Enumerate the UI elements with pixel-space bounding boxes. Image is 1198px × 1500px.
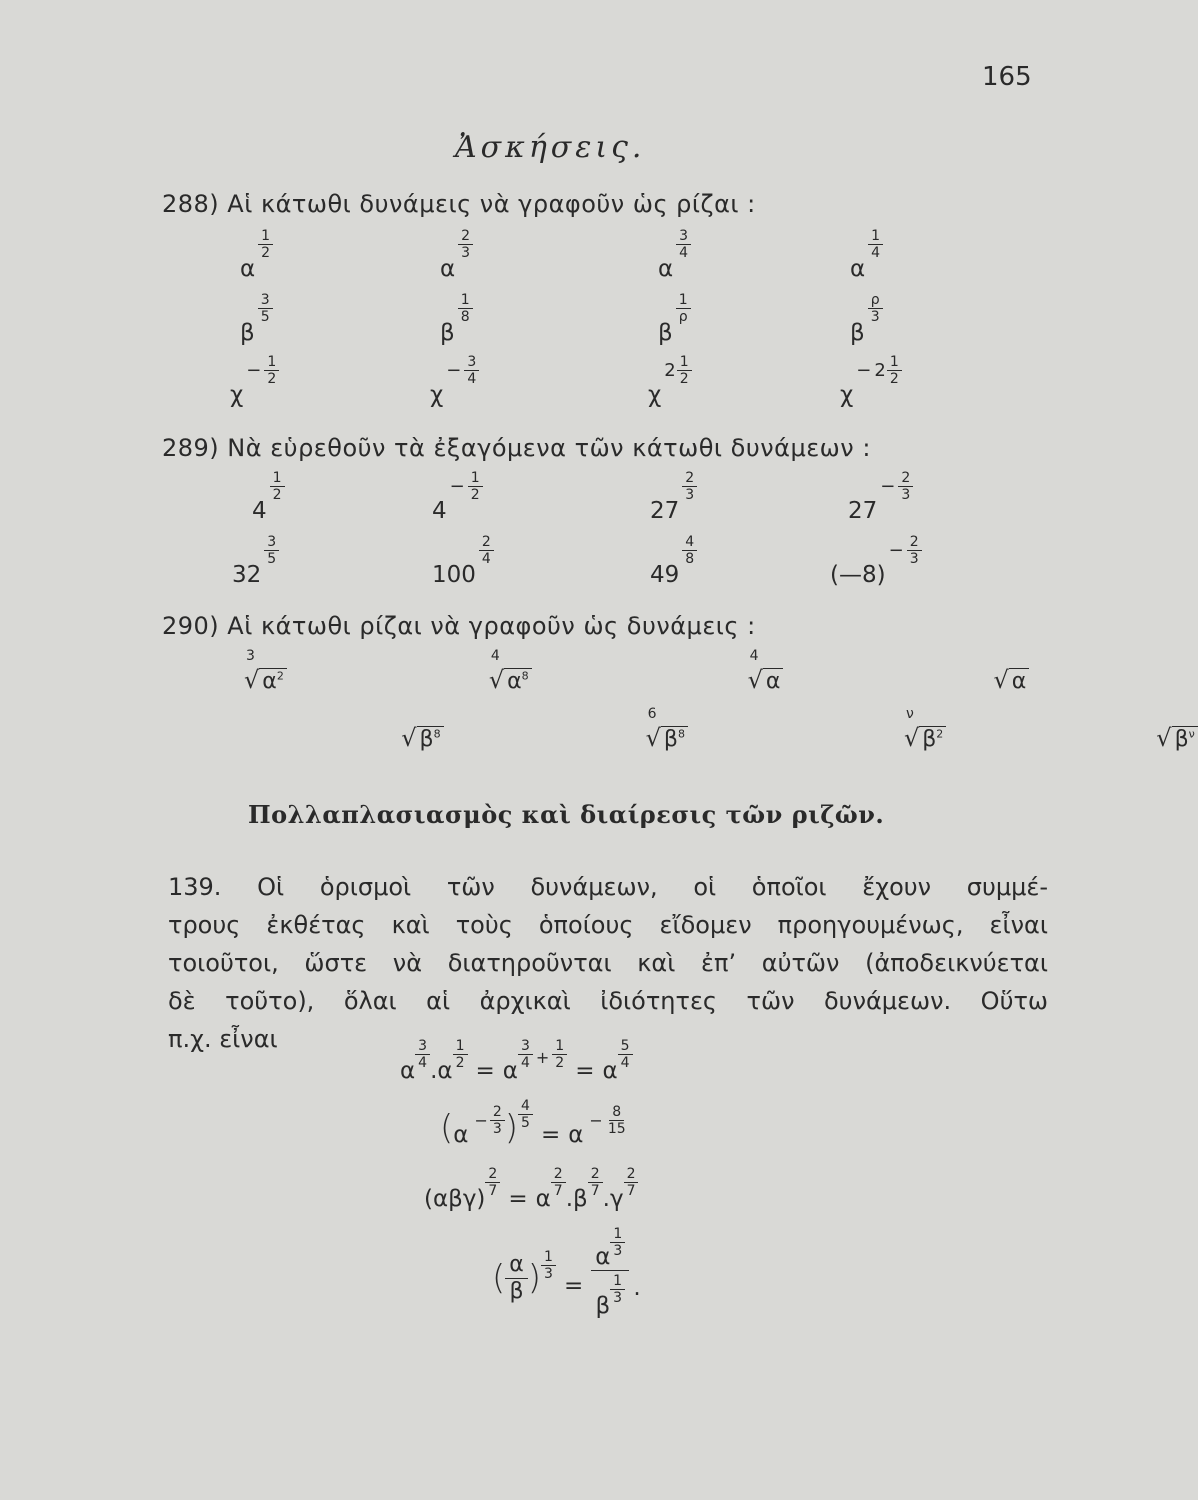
power-exponent [856,354,901,387]
frac-num: 1 [264,354,279,371]
power-base: χ [840,382,854,408]
root-expression [904,706,946,752]
root-expression [1156,706,1198,752]
eq1-equals: = [475,1058,495,1084]
power-exponent [868,292,883,325]
power-expression [430,354,479,408]
equation-1 [400,1030,633,1084]
frac-den: 3 [613,1243,623,1259]
eq1-alpha: α [400,1058,416,1084]
power-base: 100 [432,562,476,588]
frac-num: 1 [887,354,902,371]
frac-den: 7 [626,1182,636,1199]
eq4-result-den [591,1271,629,1319]
frac-den: 3 [870,309,880,325]
power-base: 27 [848,498,878,524]
eq4-exp [541,1249,556,1282]
radicand [259,668,287,694]
power-expression [658,292,691,346]
power-expression [230,354,279,408]
power-base: 49 [650,562,680,588]
eq1-alpha-3: α [502,1058,518,1084]
radicand-base: β [419,727,434,752]
section-title: Πολλαπλασιασμὸς καὶ διαίρεσις τῶν ριζῶν. [248,800,885,829]
power-base: χ [230,382,244,408]
eq3-equals: = [508,1186,528,1212]
exponent-fraction [458,292,473,325]
eq3-exp-2 [551,1166,566,1199]
exercise-289-text: 289) Νὰ εὑρεθοῦν τὰ ἐξαγόμενα τῶν κάτωθι δυνάμεων : [162,434,871,462]
eq4-result-exp-2 [610,1273,625,1306]
power-exponent [258,228,273,261]
eq3-dot: . [565,1186,574,1212]
radicand-base: α [765,669,781,694]
root-index: 3 [246,648,255,664]
power-exponent [270,470,285,503]
eq1-exp-1 [415,1038,430,1071]
frac-num: 8 [609,1104,624,1121]
radicand-base: α [507,669,522,694]
frac-den: 3 [901,487,911,503]
frac-den: 2 [261,245,271,261]
power-expression [840,354,902,408]
root-expression [748,648,784,694]
power-expression [440,228,473,282]
exponent-fraction [682,470,697,503]
exponent-sign: − [449,476,465,497]
frac-num: 2 [624,1166,639,1183]
frac-num: 2 [490,1104,505,1121]
radical-sign-icon: √ [401,724,417,752]
exponent-sign: − [888,540,904,561]
frac-den: 4 [481,551,491,567]
ratio-num: α [505,1252,528,1279]
frac-num: 3 [264,534,279,551]
radical-sign-icon: √ [747,666,763,694]
radicand-power: 8 [433,727,441,741]
frac-den: 5 [260,309,270,325]
frac-den: 8 [460,309,470,325]
exponent-fraction [258,228,273,261]
exponent-fraction [676,292,691,325]
frac-den: 7 [553,1182,563,1199]
exponent-sign: − [880,476,896,497]
radicand-power: 8 [677,727,685,741]
frac-den: 4 [679,245,689,261]
radical-sign-icon: √ [993,666,1009,694]
power-exponent [450,470,483,503]
radicand-base: β [663,727,678,752]
frac-num: 1 [458,292,473,309]
ratio-den: β [509,1279,524,1304]
power-expression [650,470,697,524]
eq2-equals: = [540,1122,561,1148]
root-index: 4 [749,648,759,664]
root-expression [489,648,532,694]
root-expression [244,648,287,694]
power-exponent [479,534,494,567]
power-exponent [246,354,279,387]
frac-num: 2 [485,1166,500,1183]
eq3-dot-2: . [602,1186,610,1212]
power-exponent [676,292,691,325]
power-base: α [440,256,456,282]
frac-num: 3 [464,354,479,371]
power-expression [848,470,913,524]
power-expression [440,292,473,346]
eq2-minus-2: − [589,1110,603,1130]
eq4-lparen: ( [492,1257,506,1298]
frac-den: 2 [267,371,277,387]
exponent-sign: − [446,360,462,381]
exponent-fraction [264,354,279,387]
frac-num: 4 [518,1098,533,1115]
equation-2 [440,1092,629,1148]
exponent-fraction [479,534,494,567]
power-expression [658,228,691,282]
frac-num: 4 [682,534,697,551]
frac-den: 3 [461,245,471,261]
frac-num: 1 [868,228,883,245]
paragraph-line: π.χ. εἶναι [168,1025,278,1053]
power-base: β [658,320,673,346]
power-exponent [868,228,883,261]
eq3-gamma: γ [609,1186,624,1212]
radicand [1009,668,1030,694]
power-base: α [658,256,674,282]
frac-num: 2 [479,534,494,551]
frac-den: 3 [685,487,695,503]
power-base: 4 [432,498,447,524]
frac-num: 2 [551,1166,566,1183]
radical-sign-icon: √ [244,666,260,694]
power-expression [432,470,483,524]
frac-num: 1 [676,292,691,309]
radicand [661,726,688,752]
frac-den: 2 [272,487,282,503]
radicand-base: α [262,669,277,694]
power-expression [850,228,883,282]
eq4-rparen: ) [527,1257,542,1298]
paragraph-line: 139. Οἱ ὁρισμοὶ τῶν δυνάμεων, οἱ ὁποῖοι ἔχουν συμμέ- [168,873,1048,901]
eq1-dot: . [430,1058,438,1084]
frac-den: ρ [678,309,688,325]
frac-den: 5 [521,1114,530,1131]
paragraph-line: δὲ τοῦτο), ὅλαι αἱ ἀρχικαὶ ἰδιότητες τῶν δυνάμεων. Οὕτω [168,987,1048,1015]
eq2-lparen: ( [440,1108,454,1148]
frac-num: 1 [541,1249,556,1266]
power-exponent [664,354,691,387]
frac-den: 2 [555,1054,565,1071]
paragraph-line: τρους ἐκθέτας καὶ τοὺς ὁποίους εἴδομεν προηγουμένως, εἶναι [168,911,1048,939]
power-base: χ [648,382,662,408]
root-index: 6 [647,706,657,722]
root-index: 4 [490,648,500,664]
exponent-integer: 2 [664,360,676,381]
root-expression [401,706,443,752]
frac-den: 3 [909,551,919,567]
frac-num: 2 [458,228,473,245]
eq1-exp-3b [552,1038,567,1071]
radicand-power: ν [1188,727,1195,741]
eq4-result [591,1226,629,1319]
frac-num: 2 [907,534,922,551]
eq2-exp-result [605,1104,629,1137]
frac-den: 15 [607,1120,626,1137]
eq3-exp-4 [624,1166,639,1199]
power-base: α [850,256,866,282]
eq1-exp-4 [618,1038,633,1071]
radical-sign-icon: √ [1156,724,1172,752]
root-expression [993,648,1029,694]
power-base: β [240,320,255,346]
exponent-sign: − [856,360,872,381]
exponent-fraction [898,470,913,503]
exponent-fraction [887,354,902,387]
exponent-fraction [677,354,692,387]
frac-num: 1 [468,470,483,487]
radical-sign-icon: √ [903,724,920,752]
frac-den: 4 [871,245,881,261]
eq4-result-exp-1 [610,1226,625,1259]
frac-num: 3 [415,1038,430,1055]
exponent-fraction [264,534,279,567]
radicand [504,668,532,694]
power-expression [648,354,692,408]
radicand [1172,726,1198,752]
frac-den: 4 [467,371,477,387]
eq1-alpha-2: α [437,1058,453,1084]
power-exponent [676,228,691,261]
frac-den: 5 [267,551,277,567]
radicand [919,726,946,752]
power-base: β [440,320,455,346]
power-base: β [850,320,865,346]
frac-num: 2 [898,470,913,487]
eq3-exp-1 [485,1166,500,1199]
power-exponent [889,534,922,567]
frac-num: 1 [552,1038,567,1055]
root-expression [646,706,688,752]
paragraph-line: τοιοῦτοι, ὥστε νὰ διατηροῦνται καὶ ἐπ’ αὐτῶν (ἀποδεικνύεται [168,949,1048,977]
eq4-equals: = [563,1272,584,1299]
power-base: 32 [232,562,262,588]
frac-num: 2 [682,470,697,487]
frac-num: 1 [610,1226,625,1243]
frac-den: 3 [613,1290,623,1306]
frac-den: 7 [590,1182,600,1199]
power-expression [432,534,494,588]
frac-den: 7 [488,1182,498,1199]
eq2-exp-outer [518,1098,533,1131]
power-expression [252,470,285,524]
frac-num: 3 [258,292,273,309]
eq3-abg: (αβγ) [424,1186,486,1212]
power-exponent [458,228,473,261]
eq1-equals-2: = [575,1058,595,1084]
frac-num: 1 [677,354,692,371]
exponent-fraction [907,534,922,567]
power-base: χ [430,382,444,408]
root-index: ν [905,706,914,722]
power-exponent [880,470,913,503]
frac-num: 2 [588,1166,603,1183]
eq2-exp-inner [490,1104,505,1137]
power-expression [850,292,883,346]
radicand-base: β [1174,727,1189,752]
equation-4 [492,1218,641,1319]
eq2-minus: − [474,1110,488,1130]
radicand [763,668,784,694]
page-number: 165 [982,62,1032,92]
power-base: 4 [252,498,267,524]
power-base: α [240,256,256,282]
radical-sign-icon: √ [645,724,661,752]
power-expression [240,228,273,282]
eq4-period: . [633,1274,641,1301]
exponent-fraction [464,354,479,387]
eq3-exp-3 [588,1166,603,1199]
frac-num: 3 [518,1038,533,1055]
frac-den: 2 [455,1054,465,1071]
exponent-sign: − [246,360,262,381]
frac-den: 2 [889,371,899,387]
power-expression [830,534,922,588]
radicand-power: 8 [521,669,529,683]
power-exponent [682,470,697,503]
power-exponent [258,292,273,325]
eq2-rparen: ) [504,1108,519,1148]
power-base: 27 [650,498,680,524]
eq4-result-num [591,1226,629,1271]
radicand-power: 2 [936,727,944,741]
exercise-288-text: 288) Αἱ κάτωθι δυνάμεις νὰ γραφοῦν ὡς ρίζαι : [162,190,756,218]
eq4-ratio [505,1252,528,1305]
equation-3 [424,1158,638,1212]
frac-num: 1 [453,1038,468,1055]
frac-num: 3 [676,228,691,245]
exponent-fraction [258,292,273,325]
frac-num: 5 [618,1038,633,1055]
frac-den: 3 [492,1120,502,1137]
exponent-fraction [270,470,285,503]
frac-den: 4 [620,1054,630,1071]
eq2-alpha: α [453,1122,469,1148]
eq3-beta: β [573,1186,588,1212]
power-exponent [264,534,279,567]
exponent-integer: 2 [874,360,886,381]
eq1-exp-3a [518,1038,533,1071]
frac-num: 1 [270,470,285,487]
frac-num: 1 [610,1273,625,1290]
eq1-alpha-4: α [602,1058,618,1084]
exercises-title: Ἀσκήσεις. [455,130,646,165]
exponent-fraction [676,228,691,261]
power-base: (—8) [830,562,886,588]
radical-sign-icon: √ [488,666,505,694]
frac-den: 2 [470,487,480,503]
exercise-290-text: 290) Αἱ κάτωθι ρίζαι νὰ γραφοῦν ὡς δυνάμεις : [162,612,756,640]
frac-num: 1 [258,228,273,245]
eq2-alpha-2: α [568,1122,584,1148]
power-exponent [458,292,473,325]
exponent-fraction [682,534,697,567]
eq1-plus: + [535,1047,550,1067]
frac-num: ρ [868,292,883,309]
radicand [417,726,444,752]
power-expression [650,534,697,588]
exponent-fraction [468,470,483,503]
frac-den: 8 [685,551,695,567]
power-exponent [446,354,479,387]
frac-den: 2 [679,371,689,387]
exponent-fraction [458,228,473,261]
exponent-fraction [868,292,883,325]
frac-den: 4 [418,1054,428,1071]
eq4-result-alpha: α [595,1244,611,1270]
frac-den: 3 [544,1266,553,1282]
power-expression [240,292,273,346]
exponent-fraction [868,228,883,261]
eq1-exp-2 [453,1038,468,1071]
radicand-base: β [922,727,937,752]
eq3-alpha: α [535,1186,551,1212]
radicand-base: α [1011,669,1027,694]
radicand-power: 2 [276,669,284,683]
power-expression [232,534,279,588]
frac-den: 4 [520,1054,530,1071]
eq4-result-beta: β [595,1293,611,1319]
power-exponent [682,534,697,567]
